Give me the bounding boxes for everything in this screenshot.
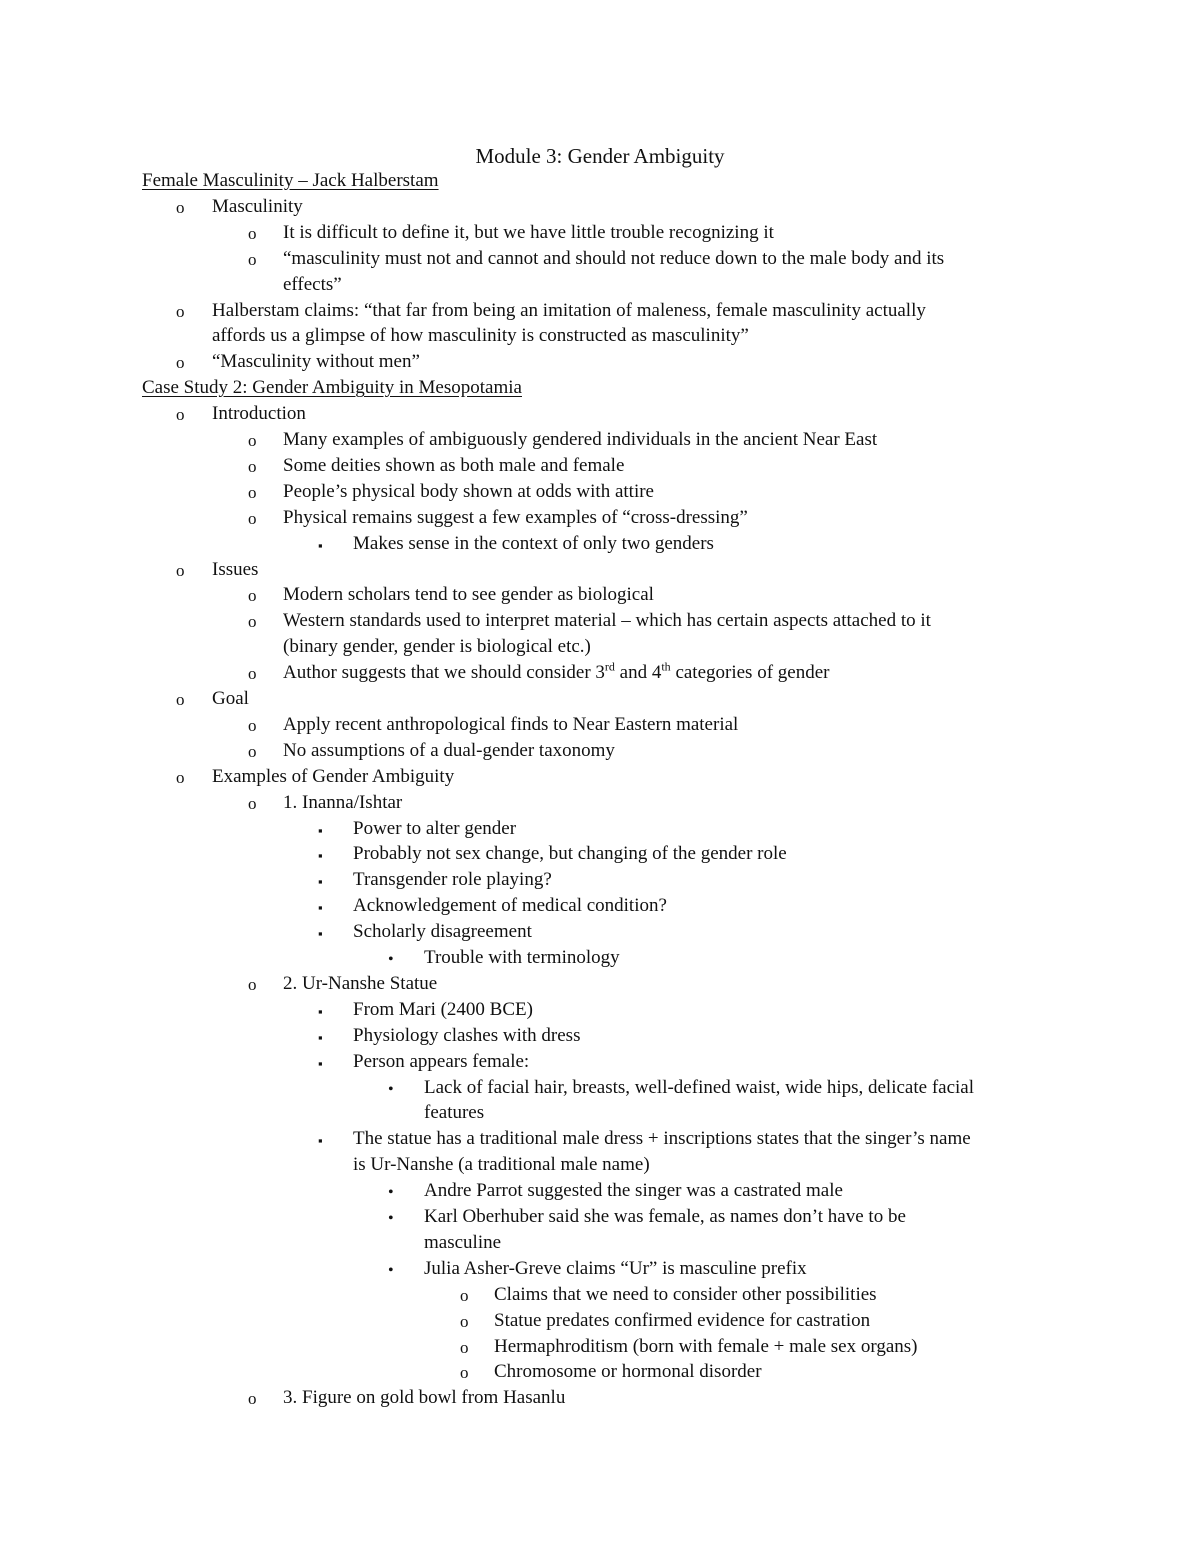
hollow-bullet-icon: o [176,405,185,425]
list-item-text: masculine [424,1231,502,1253]
dot-bullet-icon: • [388,1184,394,1202]
list-item-text: Western standards used to interpret material – which has certain aspects attached to it [283,610,931,632]
hollow-bullet-icon: o [248,482,257,502]
list-item-text: From Mari (2400 BCE) [353,998,533,1020]
hollow-bullet-icon: o [248,431,257,450]
list-item-text: Apply recent anthropological finds to Near Eastern material [283,713,739,735]
square-bullet-icon: ▪ [318,848,323,864]
hollow-bullet-icon: o [176,767,185,787]
list-item-text: 3. Figure on gold bowl from Hasanlu [283,1387,566,1409]
square-bullet-icon: ▪ [318,1003,323,1019]
list-item-text: Examples of Gender Ambiguity [212,765,455,787]
dot-bullet-icon: • [388,1261,394,1279]
list-item-text: No assumptions of a dual-gender taxonomy [283,739,615,761]
list-item-text: Halberstam claims: “that far from being an imitation of maleness, female masculinity actually [212,299,926,321]
dot-bullet-icon: • [388,951,394,968]
list-item-text: Karl Oberhuber said she was female, as names don’t have to be [424,1206,906,1227]
list-item-text: Issues [212,558,259,580]
list-item-text: “Masculinity without men” [212,351,420,373]
list-item-text: Scholarly disagreement [353,921,532,943]
square-bullet-icon: ▪ [318,926,323,942]
hollow-bullet-icon: o [248,664,257,684]
dot-bullet-icon: • [388,1080,394,1098]
square-bullet-icon: ▪ [318,1055,323,1071]
list-item-text: Masculinity [212,195,303,217]
list-item-text: Author suggests that we should consider 3rd and 4th categories of gender [283,659,830,684]
hollow-bullet-icon: o [176,560,185,580]
list-item-text: Many examples of ambiguously gendered individuals in the ancient Near East [283,429,878,450]
list-item-text: Hermaphroditism (born with female + male sex organs) [494,1335,918,1357]
list-item-text: Andre Parrot suggested the singer was a castrated male [424,1180,843,1202]
list-item-text: Goal [212,688,249,709]
hollow-bullet-icon: o [248,456,257,476]
list-item-text: Claims that we need to consider other possibilities [494,1283,877,1305]
hollow-bullet-icon: o [460,1337,469,1357]
hollow-bullet-icon: o [248,612,257,632]
list-item-text: Physiology clashes with dress [353,1024,581,1046]
list-item-text: Lack of facial hair, breasts, well-defined waist, wide hips, delicate facial [424,1076,974,1098]
list-item-text: Statue predates confirmed evidence for castration [494,1309,871,1331]
list-item-text: Physical remains suggest a few examples of “cross-dressing” [283,506,748,528]
hollow-bullet-icon: o [460,1311,469,1331]
section-heading: Female Masculinity – Jack Halberstam [142,170,439,191]
hollow-bullet-icon: o [176,353,185,373]
list-item-text: Person appears female: [353,1050,530,1072]
list-item-text: 1. Inanna/Ishtar [283,791,403,813]
hollow-bullet-icon: o [176,197,185,217]
hollow-bullet-icon: o [460,1363,469,1383]
square-bullet-icon: ▪ [318,874,323,890]
section-heading: Case Study 2: Gender Ambiguity in Mesopotamia [142,377,522,399]
list-item-text: Julia Asher-Greve claims “Ur” is masculine prefix [424,1257,807,1279]
square-bullet-icon: ▪ [318,1029,323,1045]
hollow-bullet-icon: o [248,793,257,813]
list-item-text: The statue has a traditional male dress + inscriptions states that the singer’s name [353,1128,971,1150]
list-item-text: It is difficult to define it, but we have little trouble recognizing it [283,221,774,243]
list-item-text: Trouble with terminology [424,947,620,968]
list-item-text: Acknowledgement of medical condition? [353,895,667,917]
hollow-bullet-icon: o [176,301,185,321]
square-bullet-icon: ▪ [318,537,323,553]
hollow-bullet-icon: o [248,223,257,243]
list-item-text: Transgender role playing? [353,869,552,891]
hollow-bullet-icon: o [248,586,257,606]
list-item-text: Some deities shown as both male and female [283,454,625,476]
hollow-bullet-icon: o [248,715,257,735]
list-item-text: Introduction [212,403,306,425]
list-item-text: “masculinity must not and cannot and should not reduce down to the male body and its [283,247,945,269]
square-bullet-icon: ▪ [318,900,323,916]
list-item-text: Modern scholars tend to see gender as biological [283,584,654,606]
list-item-text: Chromosome or hormonal disorder [494,1361,762,1383]
list-item-text: 2. Ur-Nanshe Statue [283,972,438,994]
page-title: Module 3: Gender Ambiguity [475,144,725,168]
hollow-bullet-icon: o [248,508,257,528]
list-item-text: Probably not sex change, but changing of the gender role [353,843,787,865]
list-item-text: is Ur-Nanshe (a traditional male name) [353,1154,650,1176]
list-item-text: (binary gender, gender is biological etc.) [283,636,591,658]
hollow-bullet-icon: o [248,741,257,761]
hollow-bullet-icon: o [248,1389,257,1409]
list-item-text: effects” [283,273,342,295]
list-item-text: Makes sense in the context of only two genders [353,532,714,554]
square-bullet-icon: ▪ [318,822,323,838]
hollow-bullet-icon: o [248,974,257,994]
dot-bullet-icon: • [388,1210,394,1227]
square-bullet-icon: ▪ [318,1133,323,1149]
list-item-text: features [424,1102,485,1124]
list-item-text: Power to alter gender [353,817,517,839]
hollow-bullet-icon: o [460,1285,469,1305]
hollow-bullet-icon: o [176,690,185,709]
list-item-text: affords us a glimpse of how masculinity is constructed as masculinity” [212,325,749,347]
list-item-text: People’s physical body shown at odds with attire [283,480,654,502]
hollow-bullet-icon: o [248,249,257,269]
